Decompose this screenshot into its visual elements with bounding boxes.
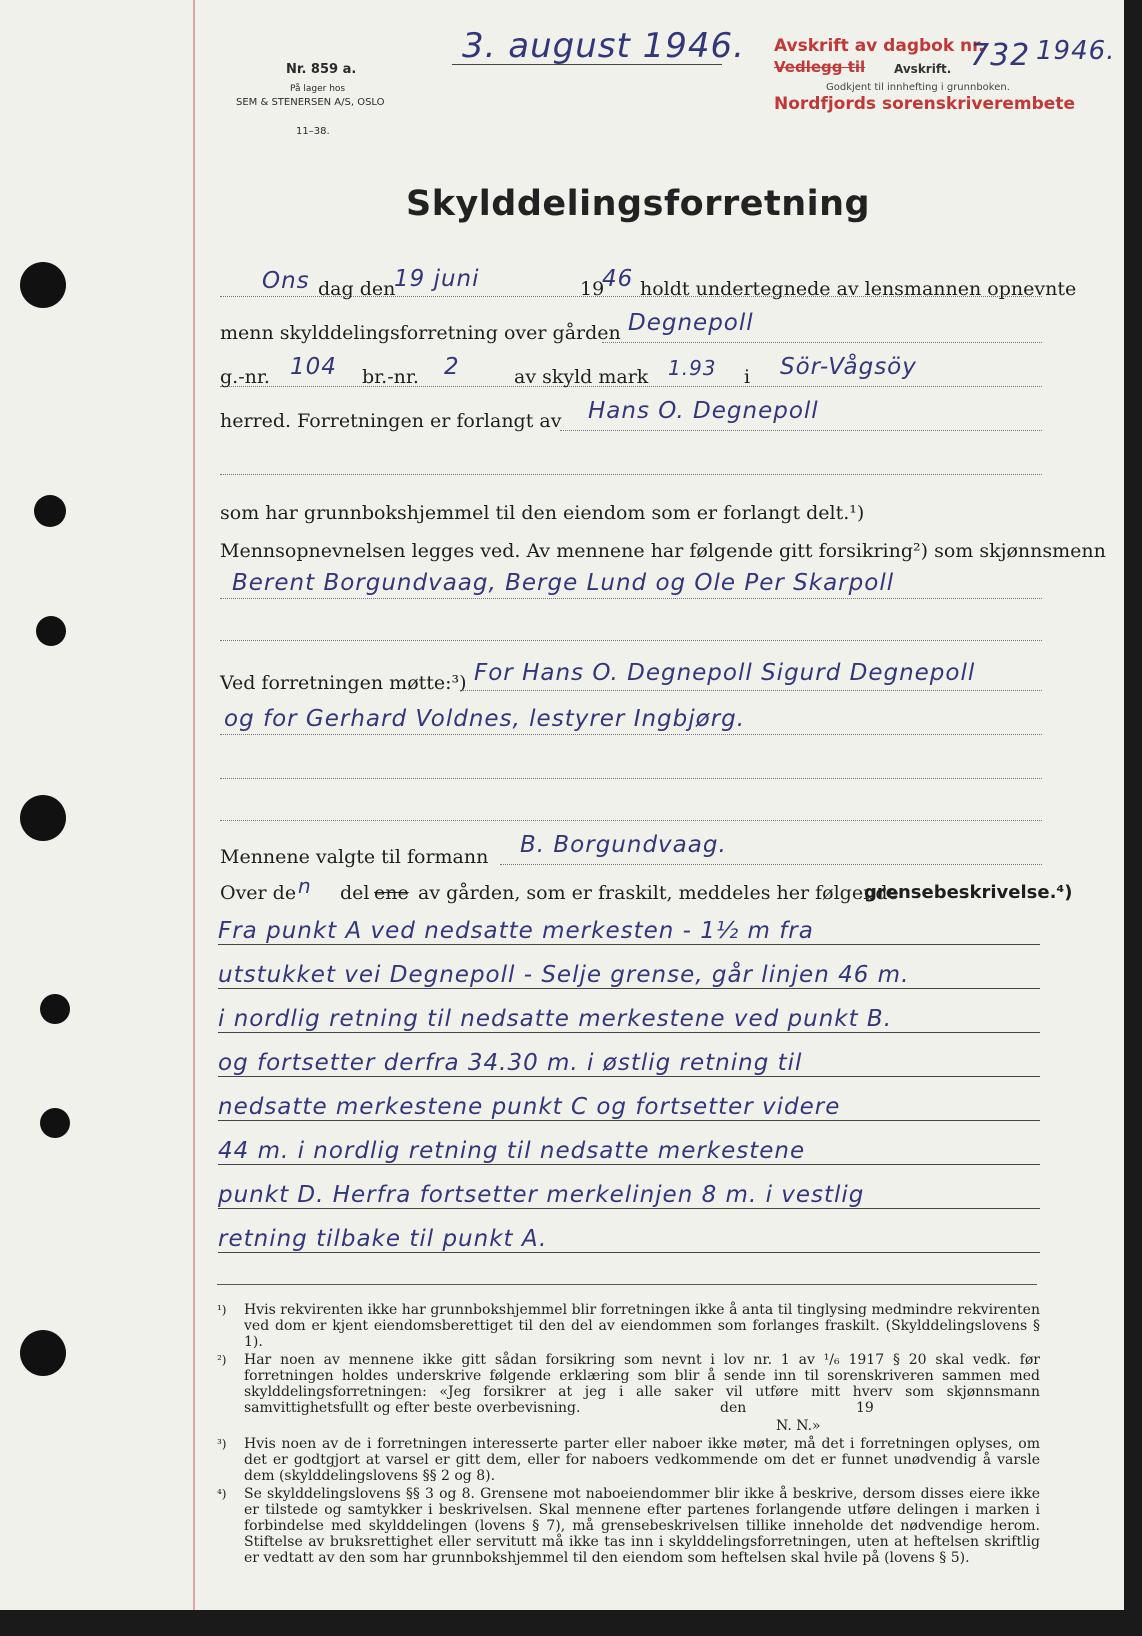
handwritten-brnr: 2 bbox=[444, 354, 460, 380]
footnote-text: Har noen av mennene ikke gitt sådan forsikring som nevnt i lov nr. 1 av ¹/₆ 1917 § 20 skal vedk. før forretningen holdes underskrive følgende erklæring som blir å sende inn til sorenskriveren sammen med skylddelingsforretningen: «Jeg forsikrer at jeg i alle saker vil utføre mitt hverv som skjønnsmann samvittighetsfullt og efter beste overbevisning. bbox=[244, 1352, 1040, 1416]
footnote-number: ³) bbox=[217, 1437, 227, 1451]
form-text: Mennene valgte til formann bbox=[220, 846, 489, 868]
dotted-line bbox=[220, 598, 1042, 599]
description-line: utstukket vei Degnepoll - Selje grense, går linjen 46 m. bbox=[218, 962, 1040, 989]
handwritten-year: 46 bbox=[602, 266, 634, 292]
form-text: dag den bbox=[318, 278, 396, 300]
punch-hole bbox=[40, 994, 70, 1024]
stamp-typed: Avskrift. bbox=[894, 62, 952, 76]
publisher-name: SEM & STENERSEN A/S, OSLO bbox=[236, 97, 385, 108]
form-text: Over de bbox=[220, 882, 297, 904]
date-underline bbox=[452, 64, 722, 65]
handwritten-attendees: For Hans O. Degnepoll Sigurd Degnepoll bbox=[474, 660, 976, 686]
footnote-text: Hvis rekvirenten ikke har grunnbokshjemmel blir forretningen ikke å anta til tinglysing medmindre rekvirenten ved dom er kjent eiendomsberettiget til den del av eiendommen som forlanges fraskilt. (Skylddelingslovens § 1). bbox=[244, 1302, 1040, 1350]
description-line: punkt D. Herfra fortsetter merkelinjen 8 m. i vestlig bbox=[218, 1182, 1040, 1209]
form-text: holdt undertegnede av lensmannen opnevnte bbox=[640, 278, 1077, 300]
dotted-line bbox=[460, 690, 1042, 691]
handwritten-requester: Hans O. Degnepoll bbox=[588, 398, 819, 424]
handwritten-correction: n bbox=[298, 874, 312, 898]
form-text: i bbox=[744, 366, 751, 388]
handwritten-date: 3. august 1946. bbox=[462, 26, 745, 66]
footnote-text: N. N.» bbox=[776, 1418, 821, 1434]
punch-hole bbox=[40, 1108, 70, 1138]
form-text: som har grunnbokshjemmel til den eiendom som er forlangt delt.¹) bbox=[220, 502, 865, 524]
dotted-line bbox=[220, 734, 1042, 735]
handwritten-appraisers: Berent Borgundvaag, Berge Lund og Ole Per Skarpoll bbox=[232, 570, 895, 596]
punch-hole bbox=[20, 1330, 66, 1376]
form-text: br.-nr. bbox=[362, 366, 419, 388]
footnote-number: ¹) bbox=[217, 1303, 227, 1317]
dotted-line bbox=[560, 430, 1042, 431]
dotted-line bbox=[220, 820, 1042, 821]
stamp-year: 1946. bbox=[1036, 36, 1116, 66]
footnote-text: den bbox=[720, 1400, 747, 1416]
punch-hole bbox=[20, 795, 66, 841]
form-text: g.-nr. bbox=[220, 366, 270, 388]
form-text: menn skylddelingsforretning over gården bbox=[220, 322, 621, 344]
handwritten-skyld: 1.93 bbox=[668, 356, 717, 380]
form-text: av skyld mark bbox=[514, 366, 649, 388]
description-line: nedsatte merkestene punkt C og fortsetter videre bbox=[218, 1094, 1040, 1121]
dotted-line bbox=[220, 778, 1042, 779]
dotted-line bbox=[220, 640, 1042, 641]
footnote-number: ²) bbox=[217, 1353, 227, 1367]
stamp-number: 732 bbox=[970, 38, 1031, 73]
page-title: Skylddelingsforretning bbox=[406, 184, 871, 224]
dotted-line bbox=[500, 864, 1042, 865]
description-line: retning tilbake til punkt A. bbox=[218, 1226, 1040, 1253]
struck-text: ene bbox=[374, 882, 409, 904]
description-line: Fra punkt A ved nedsatte merkesten - 1½ m fra bbox=[218, 918, 1040, 945]
dotted-line bbox=[220, 474, 1042, 475]
footnote-text: Se skylddelingslovens §§ 3 og 8. Grensene mot naboeiendommer blir ikke å beskrive, dersom disses eiere ikke er tilstede og samtykker i beskrivelsen. Skal mennene efter partenes forlangende utføre delingen i marken i forbindelse med skylddelingen (lovens § 7), må grensebeskrivelsen tillike inneholde det nødvendige herom. Stiftelse av bruksrettighet eller servitutt må ikke tas inn i skylddelingsforretningen, uten at heftelsen skriftlig er vedtatt av den som har grunnbokshjemmel til den eiendom som heftelsen skal hvile på (lovens § 5). bbox=[244, 1486, 1040, 1566]
handwritten-weekday: Ons bbox=[262, 268, 310, 294]
handwritten-farm: Degnepoll bbox=[628, 310, 754, 336]
form-text: del bbox=[340, 882, 370, 904]
footnote-text: 19 bbox=[856, 1400, 874, 1416]
dotted-line bbox=[602, 342, 1042, 343]
punch-hole bbox=[20, 262, 66, 308]
description-line: 44 m. i nordlig retning til nedsatte merkestene bbox=[218, 1138, 1040, 1165]
publisher-date: 11–38. bbox=[296, 126, 330, 137]
handwritten-date: 19 juni bbox=[394, 266, 480, 292]
punch-hole bbox=[34, 495, 66, 527]
handwritten-gnr: 104 bbox=[290, 354, 337, 380]
description-line: i nordlig retning til nedsatte merkestene ved punkt B. bbox=[218, 1006, 1040, 1033]
publisher-line: På lager hos bbox=[290, 84, 346, 94]
handwritten-chairman: B. Borgundvaag. bbox=[520, 832, 727, 858]
stamp-typed: Godkjent til innhefting i grunnboken. bbox=[826, 82, 1010, 93]
description-line: og fortsetter derfra 34.30 m. i østlig retning til bbox=[218, 1050, 1040, 1077]
form-text-bold: grensebeskrivelse.⁴) bbox=[864, 882, 1073, 903]
footnote-number: ⁴) bbox=[217, 1487, 227, 1501]
form-text: av gården, som er fraskilt, meddeles her følgende bbox=[418, 882, 899, 904]
stamp-text: Avskrift av dagbok nr. bbox=[774, 36, 985, 56]
form-text: herred. Forretningen er forlangt av bbox=[220, 410, 562, 432]
stamp-text: Vedlegg til bbox=[774, 58, 866, 76]
stamp-office: Nordfjords sorenskriverembete bbox=[774, 94, 1075, 114]
form-text: Ved forretningen møtte:³) bbox=[220, 672, 467, 694]
margin-rule bbox=[193, 0, 195, 1610]
footnote-separator bbox=[217, 1284, 1037, 1285]
punch-hole bbox=[36, 616, 66, 646]
form-text: 19 bbox=[580, 278, 605, 300]
form-text: Mennsopnevnelsen legges ved. Av mennene har følgende gitt forsikring²) som skjønnsmenn bbox=[220, 540, 1106, 562]
form-number: Nr. 859 a. bbox=[286, 62, 357, 77]
footnote-text: Hvis noen av de i forretningen interesserte parter eller naboer ikke møter, må det i forretningen oplyses, om det er godtgjort at varsel er gitt dem, eller for naboers vedkommende om det er funnet unødvendig å varsle dem (skylddelingslovens §§ 2 og 8). bbox=[244, 1436, 1040, 1484]
handwritten-attendees: og for Gerhard Voldnes, lestyrer Ingbjørg. bbox=[224, 706, 746, 732]
handwritten-herred: Sör-Vågsöy bbox=[780, 354, 917, 380]
